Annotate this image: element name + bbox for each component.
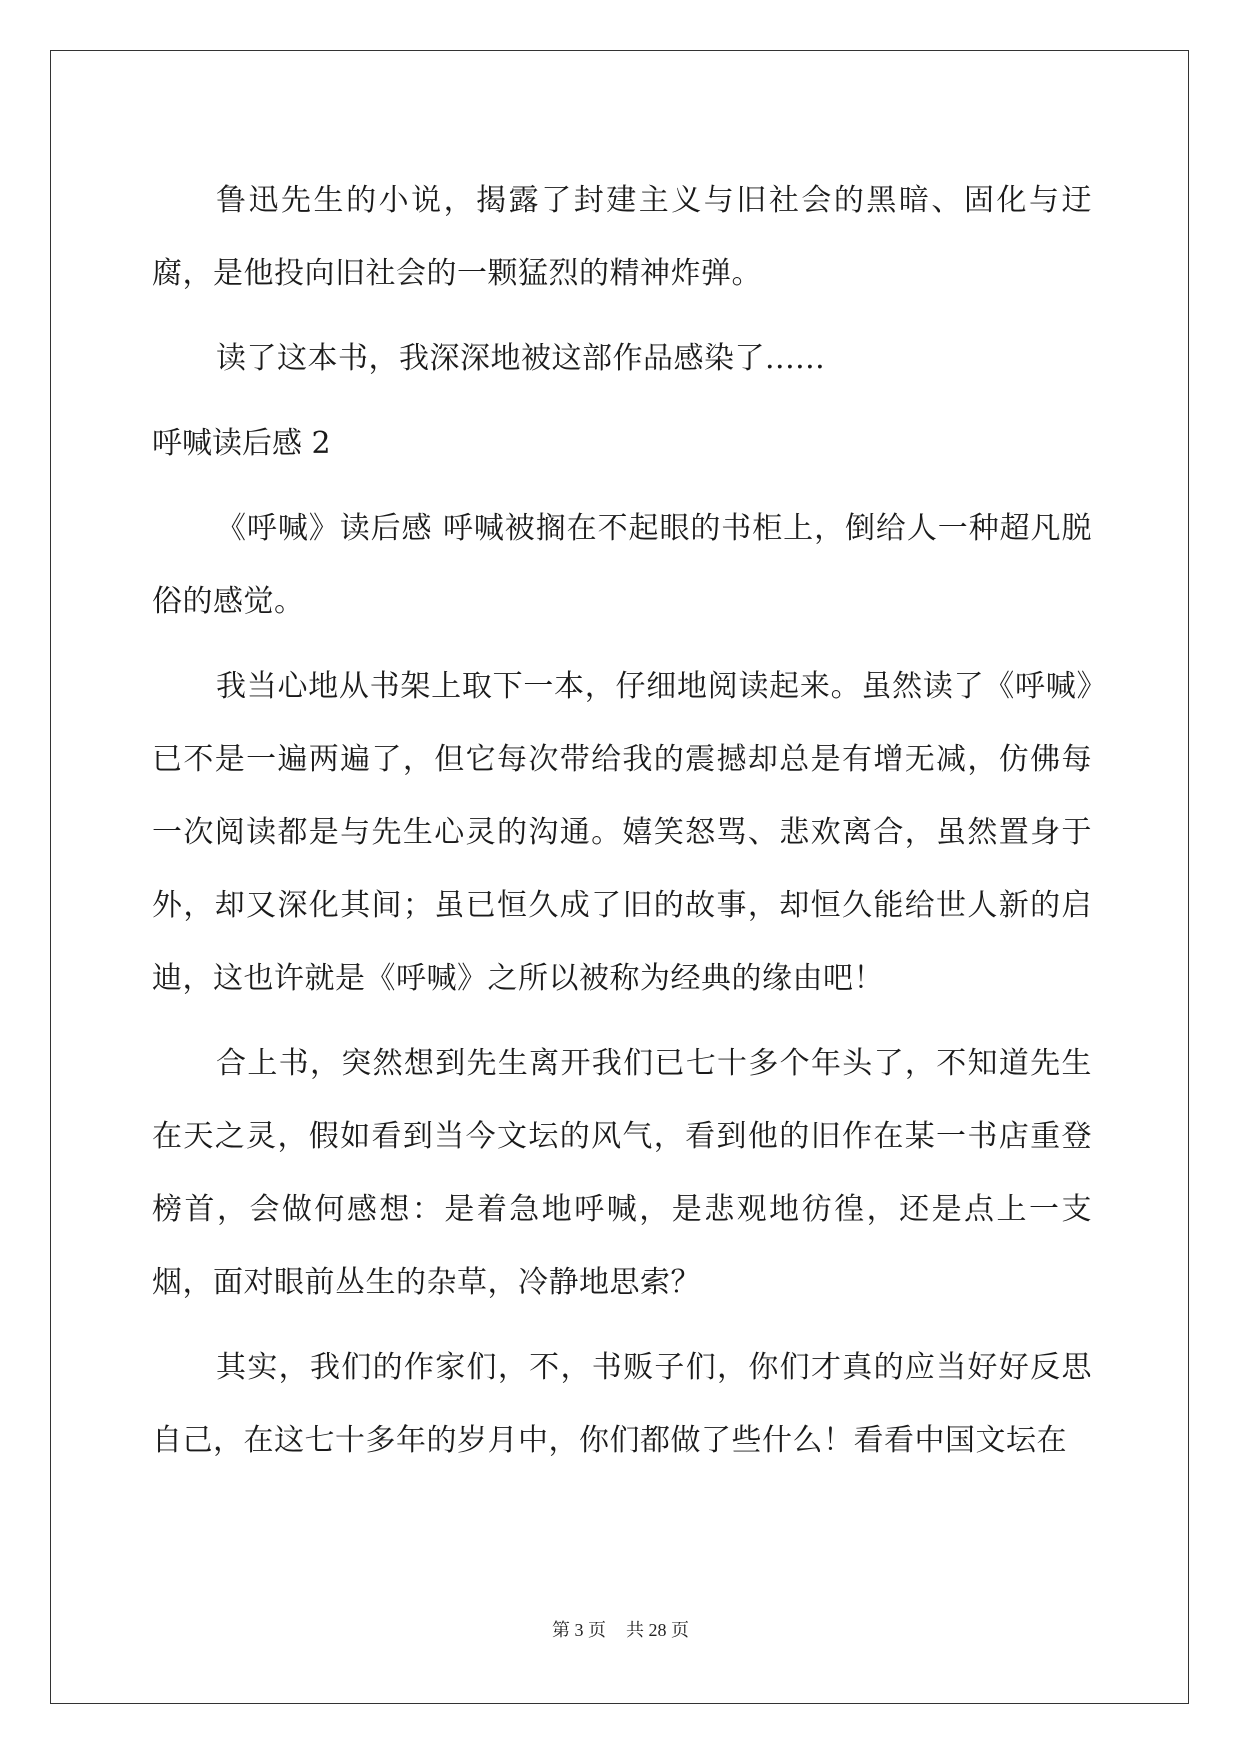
- page-total: 共 28 页: [626, 1620, 689, 1640]
- paragraph-3: 《呼喊》读后感 呼喊被搁在不起眼的书柜上，倒给人一种超凡脱俗的感觉。: [152, 511, 1092, 619]
- paragraph-6: 其实，我们的作家们，不，书贩子们，你们才真的应当好好反思自己，在这七十多年的岁月中，你们都做了些什么！看看中国文坛在: [152, 1350, 1092, 1458]
- paragraph-1: 鲁迅先生的小说，揭露了封建主义与旧社会的黑暗、固化与迂腐，是他投向旧社会的一颗猛烈的精神炸弹。: [152, 183, 1092, 291]
- page-footer: [0, 1616, 1241, 1642]
- document-body: [152, 164, 1092, 1477]
- paragraph-4: 我当心地从书架上取下一本，仔细地阅读起来。虽然读了《呼喊》已不是一遍两遍了，但它每次带给我的震撼却总是有增无减，仿佛每一次阅读都是与先生心灵的沟通。嬉笑怒骂、悲欢离合，虽然置身于外，却又深化其间；虽已恒久成了旧的故事，却恒久能给世人新的启迪，这也许就是《呼喊》之所以被称为经典的缘由吧！: [152, 669, 1092, 996]
- section-heading: 呼喊读后感 2: [152, 426, 331, 461]
- page-number: 第 3 页: [552, 1620, 606, 1640]
- paragraph-2: 读了这本书，我深深地被这部作品感染了......: [216, 341, 826, 376]
- paragraph-5: 合上书，突然想到先生离开我们已七十多个年头了，不知道先生在天之灵，假如看到当今文坛的风气，看到他的旧作在某一书店重登榜首，会做何感想：是着急地呼喊，是悲观地彷徨，还是点上一支烟，面对眼前丛生的杂草，冷静地思索？: [152, 1046, 1092, 1300]
